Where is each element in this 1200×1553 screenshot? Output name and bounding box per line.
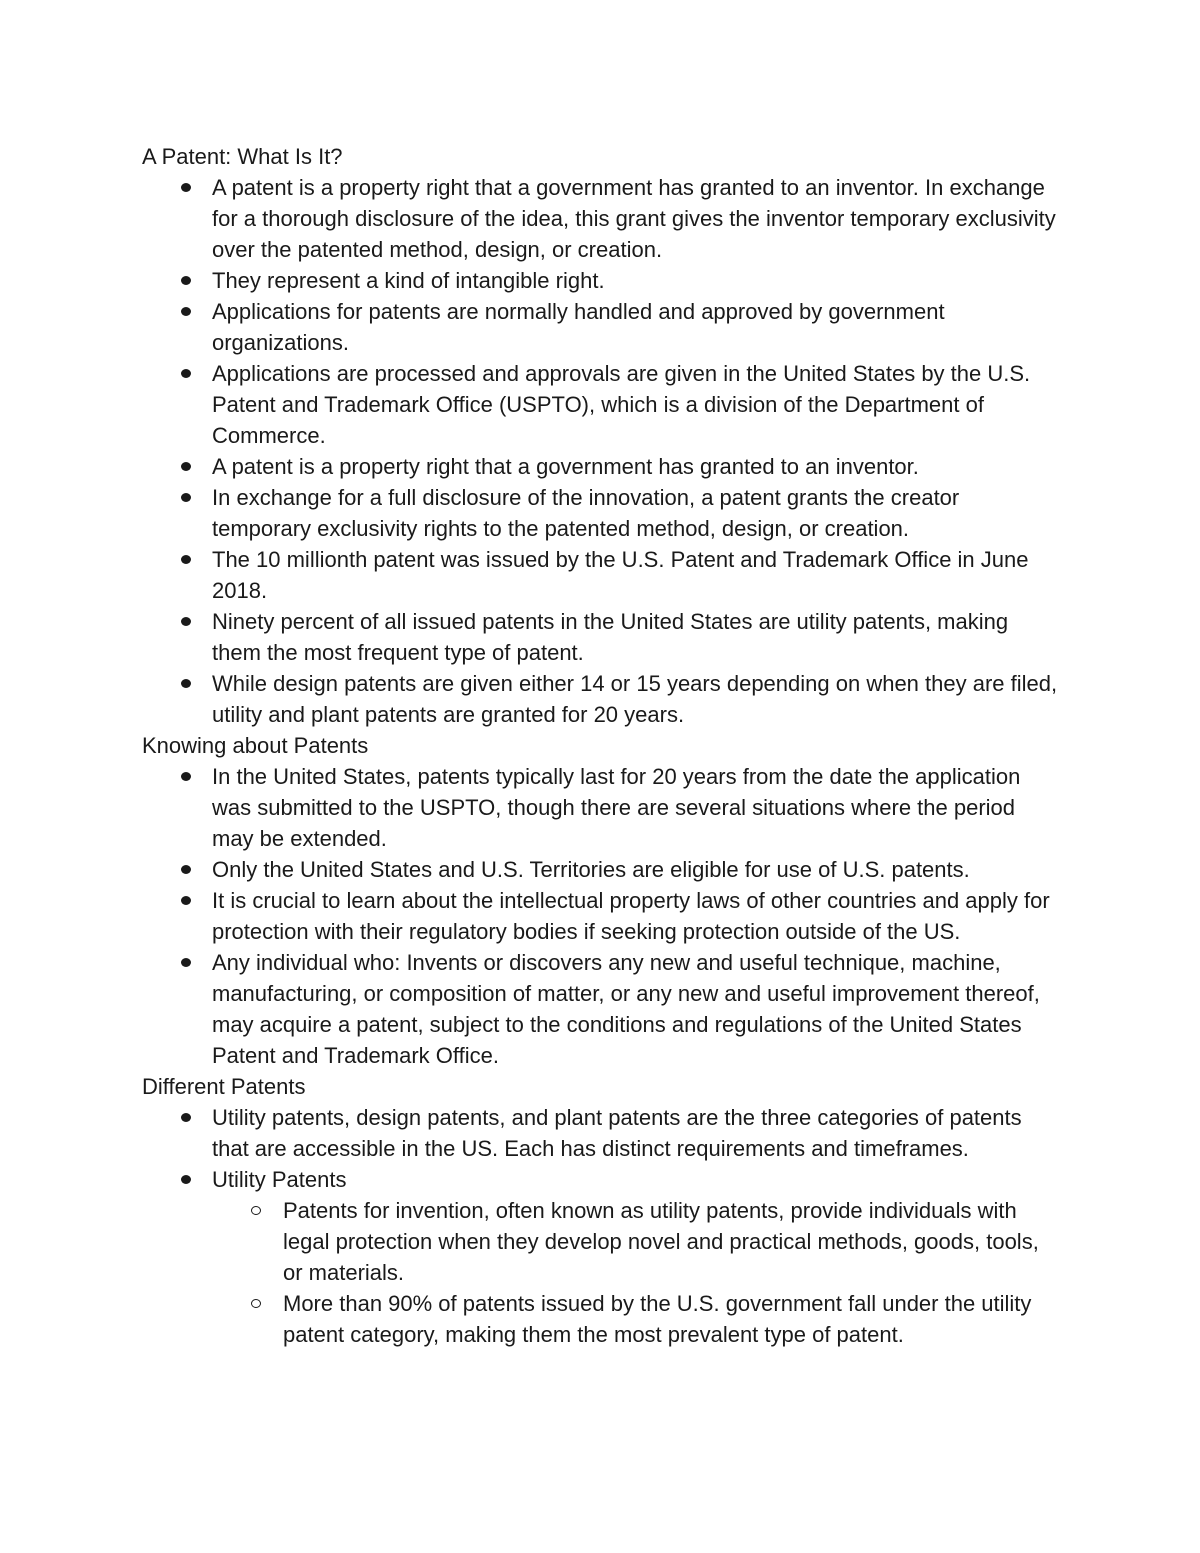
bullet-icon	[181, 555, 191, 564]
section-different-patents	[142, 1071, 1062, 1350]
list-item: Applications for patents are normally handled and approved by government organizations.	[142, 296, 1062, 358]
section-heading: Knowing about Patents	[142, 733, 369, 758]
sub-list-item: More than 90% of patents issued by the U.S. government fall under the utility patent category, making them the most prevalent type of patent.	[212, 1288, 1062, 1350]
bullet-icon	[181, 307, 191, 316]
sub-bullet-list	[212, 1195, 1062, 1350]
list-item: Ninety percent of all issued patents in the United States are utility patents, making them the most frequent type of patent.	[142, 606, 1062, 668]
hollow-bullet-icon	[251, 1299, 261, 1308]
document-body	[142, 141, 1062, 1350]
list-item: Only the United States and U.S. Territories are eligible for use of U.S. patents.	[142, 854, 1062, 885]
bullet-icon	[181, 369, 191, 378]
list-item: Any individual who: Invents or discovers any new and useful technique, machine, manufacturing, or composition of matter, or any new and useful improvement thereof, may acquire a patent, subject to the conditions and regulations of the United States Patent and Trademark Office.	[142, 947, 1062, 1071]
bullet-icon	[181, 896, 191, 905]
list-item: Utility patents, design patents, and plant patents are the three categories of patents that are accessible in the US. Each has distinct requirements and timeframes.	[142, 1102, 1062, 1164]
list-item: Utility Patents Patents for invention, often known as utility patents, provide individuals with legal protection when they develop novel and practical methods, goods, tools, or materials. More than 90% of patents issued by the U.S. government fall under the utility patent category, making them the most prevalent type of patent.	[142, 1164, 1062, 1350]
section-heading: A Patent: What Is It?	[142, 144, 343, 169]
section-heading: Different Patents	[142, 1074, 306, 1099]
list-item: A patent is a property right that a government has granted to an inventor. In exchange for a thorough disclosure of the idea, this grant gives the inventor temporary exclusivity over the patented method, design, or creation.	[142, 172, 1062, 265]
bullet-icon	[181, 865, 191, 874]
list-item: While design patents are given either 14 or 15 years depending on when they are filed, utility and plant patents are granted for 20 years.	[142, 668, 1062, 730]
list-item: In the United States, patents typically last for 20 years from the date the application was submitted to the USPTO, though there are several situations where the period may be extended.	[142, 761, 1062, 854]
bullet-icon	[181, 493, 191, 502]
section-patent-definition	[142, 141, 1062, 730]
bullet-icon	[181, 617, 191, 626]
sub-list-item: Patents for invention, often known as utility patents, provide individuals with legal protection when they develop novel and practical methods, goods, tools, or materials.	[212, 1195, 1062, 1288]
list-item: A patent is a property right that a government has granted to an inventor.	[142, 451, 1062, 482]
bullet-icon	[181, 679, 191, 688]
bullet-list	[142, 761, 1062, 1071]
bullet-icon	[181, 772, 191, 781]
list-item: It is crucial to learn about the intellectual property laws of other countries and apply for protection with their regulatory bodies if seeking protection outside of the US.	[142, 885, 1062, 947]
bullet-icon	[181, 183, 191, 192]
section-knowing-about-patents	[142, 730, 1062, 1071]
bullet-list	[142, 172, 1062, 730]
hollow-bullet-icon	[251, 1206, 261, 1215]
list-item: They represent a kind of intangible right.	[142, 265, 1062, 296]
list-item: The 10 millionth patent was issued by the U.S. Patent and Trademark Office in June 2018.	[142, 544, 1062, 606]
list-item: Applications are processed and approvals are given in the United States by the U.S. Patent and Trademark Office (USPTO), which is a division of the Department of Commerce.	[142, 358, 1062, 451]
bullet-icon	[181, 1113, 191, 1122]
bullet-list	[142, 1102, 1062, 1350]
bullet-icon	[181, 958, 191, 967]
bullet-icon	[181, 1175, 191, 1184]
bullet-icon	[181, 462, 191, 471]
list-item: In exchange for a full disclosure of the innovation, a patent grants the creator temporary exclusivity rights to the patented method, design, or creation.	[142, 482, 1062, 544]
bullet-icon	[181, 276, 191, 285]
